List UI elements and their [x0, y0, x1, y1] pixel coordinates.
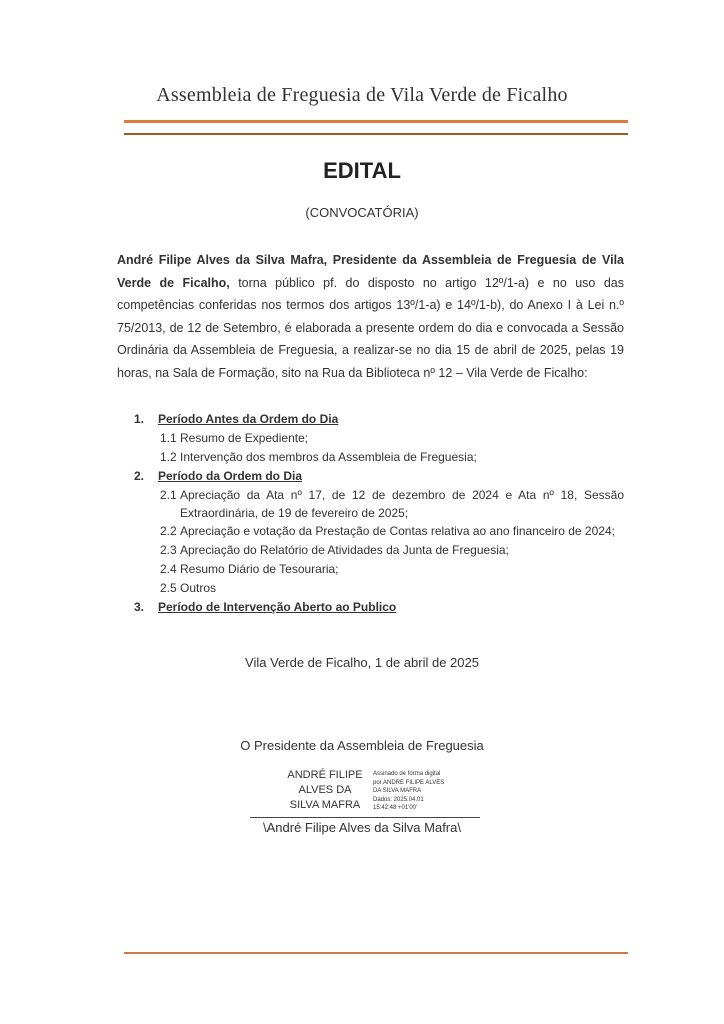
agenda-item — [134, 429, 624, 448]
signature-detail-line: Dados: 2025.04.01 — [373, 796, 424, 803]
header-rule-orange — [124, 120, 628, 123]
agenda-item — [134, 579, 624, 598]
signature-detail-line: por ANDRE FILIPE ALVES — [373, 779, 445, 786]
item-text: Apreciação da Ata nº 17, de 12 de dezembro de 2024 e Ata nº 18, Sessão — [180, 488, 624, 502]
item-number: 1.1 — [160, 431, 177, 445]
signature-name-line: ALVES DA — [298, 784, 352, 796]
footer-rule — [124, 952, 628, 954]
section-number: 3. — [134, 600, 145, 614]
agenda-item — [134, 522, 624, 541]
item-text: Resumo de Expediente; — [180, 431, 309, 445]
item-text: Outros — [180, 581, 217, 595]
agenda-item — [134, 541, 624, 560]
section-number: 2. — [134, 469, 145, 483]
agenda-item — [134, 486, 624, 505]
header-rule-brown — [124, 133, 628, 135]
item-number: 1.2 — [160, 450, 177, 464]
document-subtitle: (CONVOCATÓRIA) — [305, 205, 419, 220]
agenda-section — [134, 467, 624, 486]
signatory-printed-name: \André Filipe Alves da Silva Mafra\ — [263, 820, 461, 835]
item-number: 2.5 — [160, 581, 177, 595]
item-text: Apreciação do Relatório de Atividades da Junta de Freguesia; — [180, 543, 509, 557]
signature-name-line: SILVA MAFRA — [289, 799, 361, 811]
signature-detail-line: 15:42:48 +01'00' — [373, 805, 418, 811]
document-header-title: Assembleia de Freguesia de Vila Verde de Ficalho — [156, 84, 568, 106]
item-number: 2.4 — [160, 562, 177, 576]
agenda-item-continuation: Extraordinária, de 19 de fevereiro de 2025; — [180, 506, 409, 520]
section-title: Período de Intervenção Aberto ao Publico — [158, 600, 397, 614]
section-title: Período Antes da Ordem do Dia — [158, 412, 339, 426]
signature-line — [250, 817, 480, 818]
intro-body-text: torna público pf. do disposto no artigo 12º/1-a) e no uso das competências conferidas nos termos dos artigos 13º/1-a) e 14º/1-b), do Anexo I à Lei n.º 75/2013, de 12 de Setembro, é elaborada a presente ordem do dia e convocada a Sessão Ordinária da Assembleia de Freguesia, a realizar-se no dia 15 de abril de 2025, pelas 19 horas, na Sala de Formação, sito na Rua da Biblioteca nº 12 – Vila Verde de Ficalho: — [117, 275, 624, 380]
item-number: 2.1 — [160, 488, 177, 502]
section-title: Período da Ordem do Dia — [158, 469, 303, 483]
item-text: Resumo Diário de Tesouraria; — [180, 562, 339, 576]
item-number: 2.2 — [160, 524, 177, 538]
item-number: 2.3 — [160, 543, 177, 557]
signature-detail-line: DA SILVA MAFRA — [373, 788, 422, 794]
item-text: Apreciação e votação da Prestação de Contas relativa ao ano financeiro de 2024; — [180, 524, 615, 538]
signature-name-line: ANDRÉ FILIPE — [287, 769, 363, 781]
agenda-section — [134, 410, 624, 429]
signatory-role: O Presidente da Assembleia de Freguesia — [240, 738, 484, 753]
section-number: 1. — [134, 412, 145, 426]
item-text: Intervenção dos membros da Assembleia de Freguesia; — [180, 450, 477, 464]
digital-signature-name — [285, 768, 365, 813]
digital-signature-details — [373, 770, 473, 813]
document-title: EDITAL — [323, 158, 401, 183]
agenda-item — [134, 448, 624, 467]
agenda — [134, 410, 624, 617]
agenda-section — [134, 598, 624, 617]
signature-detail-line: Assinado de forma digital — [373, 771, 441, 777]
intro-paragraph — [117, 249, 624, 384]
place-and-date: Vila Verde de Ficalho, 1 de abril de 2025 — [245, 655, 479, 670]
intro-bold-text: André Filipe Alves da Silva Mafra, Presidente da Assembleia de Freguesia de Vila Verde de Ficalho, — [117, 253, 624, 290]
agenda-item — [134, 560, 624, 579]
